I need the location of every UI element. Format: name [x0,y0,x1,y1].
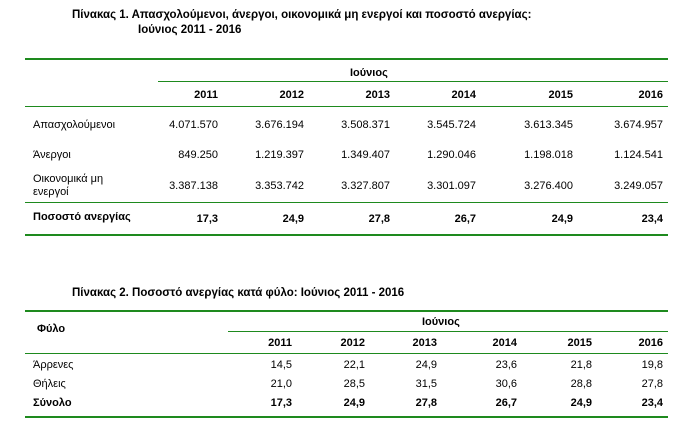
table1-rate-rule [25,202,668,203]
table1-row-label: Άνεργοι [33,149,71,161]
table1-year: 2014 [451,89,476,101]
table2-cell: 22,1 [343,359,365,371]
table1-cell: 3.674.957 [614,119,663,131]
table1-row-label: Ποσοστό ανεργίας [33,211,131,223]
table2-cell: 23,6 [495,359,517,371]
table1-year: 2016 [638,89,663,101]
table2-cell: 28,8 [570,378,592,390]
table2-bottom-rule [25,416,668,418]
table1-cell: 4.071.570 [169,119,218,131]
table1-cell: 3.353.742 [255,180,304,192]
table1-year: 2012 [279,89,304,101]
table1-group-header: Ιούνιος [350,67,388,79]
table2-year: 2015 [567,337,592,349]
table2-row-label: Σύνολο [33,397,72,409]
table1-header-rule [25,106,668,107]
table2-header-rule [25,353,668,354]
table1-row-label: Οικονομικά μη [33,173,104,185]
table2-year: 2014 [492,337,517,349]
table2-cell: 23,4 [641,397,663,409]
table1-cell: 3.613.345 [524,119,573,131]
table2-cell: 27,8 [415,397,437,409]
table1-year: 2011 [194,89,218,101]
table1-cell: 26,7 [454,213,476,225]
table2-group-header: Ιούνιος [422,316,460,328]
table1-cell: 3.387.138 [169,180,218,192]
table1-title-line1: Πίνακας 1. Απασχολούμενοι, άνεργοι, οικονομικά μη ενεργοί και ποσοστό ανεργίας: [72,9,532,21]
table1-title-line2: Ιούνιος 2011 - 2016 [138,24,242,36]
table1-cell: 1.124.541 [614,149,663,161]
table1-cell: 1.290.046 [427,149,476,161]
table2-row-header: Φύλο [37,323,66,335]
table2-row-label: Θήλεις [33,378,66,390]
table2-cell: 27,8 [641,378,663,390]
table1-year: 2013 [365,89,390,101]
table1-cell: 3.545.724 [427,119,476,131]
table1-cell: 1.198.018 [524,149,573,161]
table1-cell: 17,3 [196,213,218,225]
table1-top-rule [25,58,668,60]
table2-top-rule [25,310,668,312]
table2-cell: 21,0 [270,378,292,390]
table2-cell: 26,7 [495,397,517,409]
table1-cell: 3.508.371 [341,119,390,131]
table1-cell: 24,9 [551,213,573,225]
table1-cell: 3.301.097 [427,180,476,192]
table2-group-rule [228,331,668,332]
table2-year: 2013 [412,337,437,349]
table1-cell: 24,9 [282,213,304,225]
table2-year: 2016 [638,337,663,349]
table2-cell: 17,3 [270,397,292,409]
table1-cell: 3.276.400 [524,180,573,192]
table2-year: 2012 [340,337,365,349]
table2-title: Πίνακας 2. Ποσοστό ανεργίας κατά φύλο: Ιούνιος 2011 - 2016 [72,287,405,299]
table1-row-label: Απασχολούμενοι [33,119,116,131]
table2-cell: 19,8 [641,359,663,371]
table2-cell: 14,5 [270,359,292,371]
table1-row-label: ενεργοί [33,186,69,198]
table1-cell: 27,8 [368,213,390,225]
table1-cell: 1.349.407 [341,149,390,161]
table1-bottom-rule [25,234,668,236]
table1-cell: 3.249.057 [614,180,663,192]
table1-cell: 3.327.807 [341,180,390,192]
table2-cell: 24,9 [343,397,365,409]
table1-year: 2015 [548,89,573,101]
table1-cell: 3.676.194 [255,119,304,131]
table2-cell: 30,6 [495,378,517,390]
table2-year: 2011 [268,337,292,349]
table2-cell: 24,9 [570,397,592,409]
table2-cell: 24,9 [415,359,437,371]
table2-cell: 21,8 [570,359,592,371]
table1-cell: 23,4 [641,213,663,225]
table1-cell: 849.250 [178,149,218,161]
table1-cell: 1.219.397 [255,149,304,161]
table2-cell: 28,5 [343,378,365,390]
table2-cell: 31,5 [415,378,437,390]
table1-group-rule [158,81,668,82]
table2-row-label: Άρρενες [33,359,74,371]
